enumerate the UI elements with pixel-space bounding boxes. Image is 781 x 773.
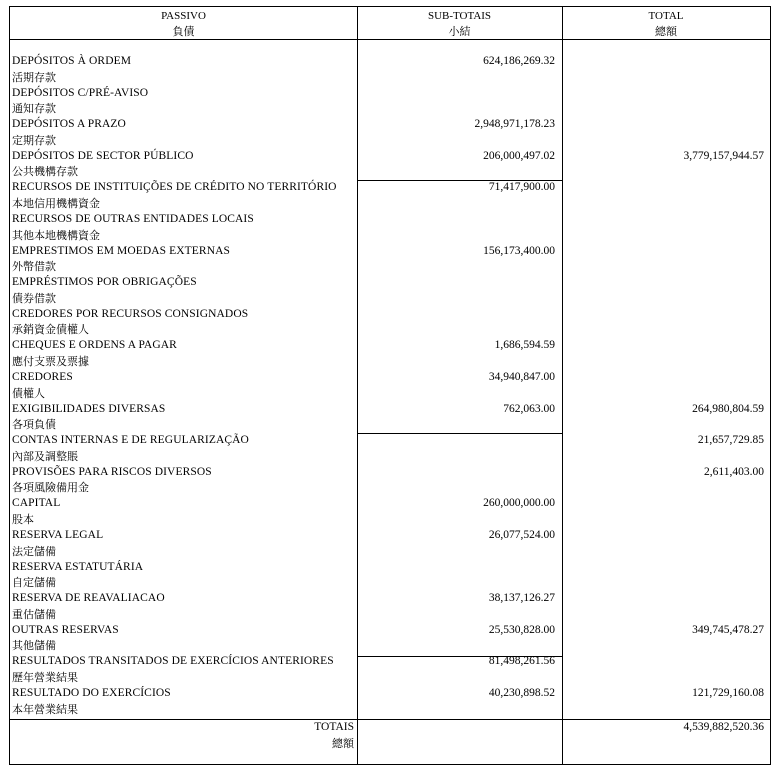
row-label-cn: 外幣借款: [12, 260, 56, 274]
row-subtotal-value: 1,686,594.59: [494, 339, 555, 352]
header-passivo: PASSIVO 負債: [161, 10, 206, 38]
row-label-cn: 股本: [12, 512, 34, 526]
row-total-value: 349,745,478.27: [692, 623, 764, 636]
column-divider-1: [357, 7, 358, 764]
row-subtotal-value: 25,530,828.00: [488, 623, 555, 636]
row-subtotal-value: 38,137,126.27: [488, 592, 555, 605]
row-subtotal-value: 26,077,524.00: [488, 529, 555, 541]
row-subtotal-value: 40,230,898.52: [488, 687, 555, 699]
row-label-cn: 重估儲備: [12, 607, 56, 621]
row-label: CONTAS INTERNAS E DE REGULARIZAÇÃO: [12, 434, 249, 447]
row-total-value: 2,611,403.00: [704, 465, 764, 478]
row-subtotal-value: 156,173,400.00: [483, 244, 555, 257]
row-subtotal-value: 81,498,261.56: [488, 655, 555, 668]
row-label-cn: 定期存款: [12, 133, 56, 147]
row-label-cn: 自定儲備: [12, 576, 56, 590]
row-label-cn: 活期存款: [12, 70, 56, 84]
row-label: CREDORES POR RECURSOS CONSIGNADOS: [12, 307, 249, 320]
row-subtotal-value: 34,940,847.00: [488, 371, 555, 383]
column-divider-2: [562, 7, 563, 764]
row-label: RESERVA LEGAL: [12, 529, 104, 541]
row-label: CREDORES: [12, 371, 73, 383]
row-label-cn: 本地信用機構資金: [12, 196, 100, 210]
row-total-value: 264,980,804.59: [692, 402, 764, 415]
section-divider-2: [357, 433, 562, 434]
totals-label: TOTAIS: [314, 721, 354, 733]
row-label-cn: 應付支票及票據: [12, 354, 89, 368]
row-label: RECURSOS DE INSTITUIÇÕES DE CRÉDITO NO TERRITÓRIO: [12, 181, 337, 194]
header-divider: [10, 39, 770, 40]
balance-sheet-table: [9, 6, 771, 765]
row-label: DEPÓSITOS A PRAZO: [12, 118, 126, 131]
row-total-value: 3,779,157,944.57: [683, 149, 764, 162]
row-label-cn: 債權人: [12, 386, 45, 400]
row-label-cn: 歷年營業結果: [12, 670, 78, 684]
row-total-value: 21,657,729.85: [697, 434, 764, 447]
row-total-value: 121,729,160.08: [692, 687, 764, 699]
row-subtotal-value: 762,063.00: [503, 402, 555, 415]
row-label-cn: 其他儲備: [12, 639, 56, 653]
row-label-cn: 債券借款: [12, 291, 56, 305]
row-label: DEPÓSITOS DE SECTOR PÚBLICO: [12, 149, 194, 162]
row-subtotal-value: 2,948,971,178.23: [474, 118, 555, 131]
row-label-cn: 內部及調整賬: [12, 449, 78, 463]
row-label: RESERVA ESTATUTÁRIA: [12, 560, 144, 573]
row-label: DEPÓSITOS À ORDEM: [12, 55, 132, 67]
row-label-cn: 法定儲備: [12, 544, 56, 558]
row-label: EXIGIBILIDADES DIVERSAS: [12, 402, 166, 415]
row-label: PROVISÕES PARA RISCOS DIVERSOS: [12, 465, 212, 478]
row-label: RECURSOS DE OUTRAS ENTIDADES LOCAIS: [12, 213, 254, 225]
row-subtotal-value: 206,000,497.02: [483, 149, 555, 162]
totals-label-cn: 總額: [332, 737, 354, 750]
totals-total-value: 4,539,882,520.36: [683, 721, 764, 733]
row-label: RESULTADOS TRANSITADOS DE EXERCÍCIOS ANTERIORES: [12, 655, 334, 668]
row-label: RESERVA DE REAVALIACAO: [12, 592, 165, 605]
row-label-cn: 其他本地機構資金: [12, 228, 100, 242]
row-label: CAPITAL: [12, 497, 61, 510]
row-label: EMPRÉSTIMOS POR OBRIGAÇÕES: [12, 276, 197, 289]
row-label-cn: 承銷資金債權人: [12, 323, 89, 337]
totals-divider: [10, 719, 770, 720]
row-label-cn: 公共機構存款: [12, 165, 78, 179]
row-label: CHEQUES E ORDENS A PAGAR: [12, 339, 177, 352]
row-label: RESULTADO DO EXERCÍCIOS: [12, 687, 171, 699]
row-label: EMPRESTIMOS EM MOEDAS EXTERNAS: [12, 244, 231, 257]
header-sub-totais: SUB-TOTAIS 小結: [427, 10, 492, 38]
row-subtotal-value: 71,417,900.00: [488, 181, 555, 194]
row-subtotal-value: 260,000,000.00: [483, 497, 555, 510]
row-label-cn: 通知存款: [12, 102, 56, 116]
row-label: DEPÓSITOS C/PRÉ-AVISO: [12, 86, 149, 99]
row-label: OUTRAS RESERVAS: [12, 623, 119, 636]
row-label-cn: 各項風險備用金: [12, 481, 89, 495]
header-total: TOTAL 總額: [648, 10, 684, 38]
row-label-cn: 本年營業結果: [12, 702, 78, 716]
row-subtotal-value: 624,186,269.32: [483, 55, 555, 67]
row-label-cn: 各項負債: [12, 418, 56, 432]
